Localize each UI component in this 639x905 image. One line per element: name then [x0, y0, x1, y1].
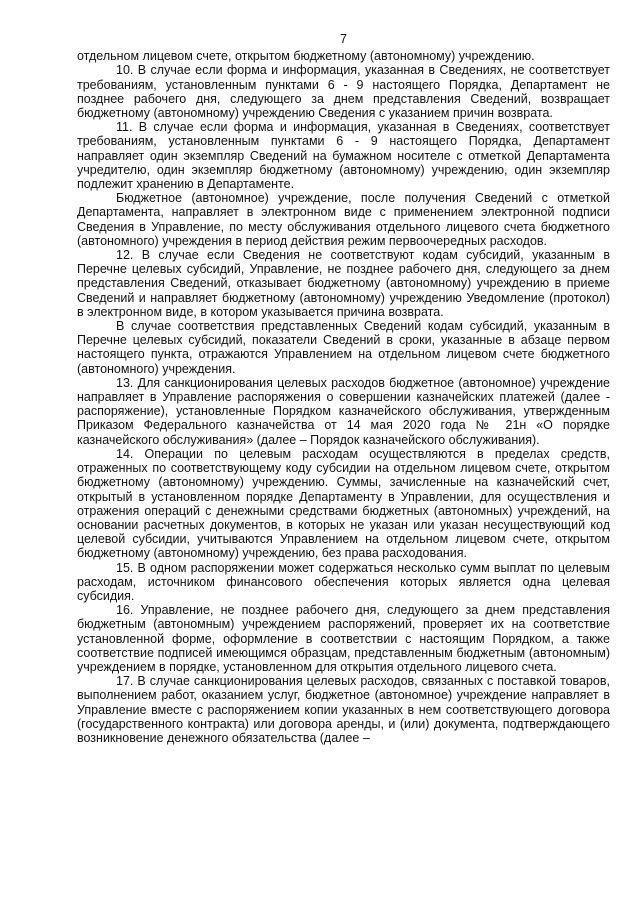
paragraph: 11. В случае если форма и информация, указанная в Сведениях, соответствует требованиям, установленным пунктами 6 - 9 настоящего Порядка, Департамент направляет один экземпляр Сведений на бумажном носителе с отметкой Департамента учредителю, один экземпляр бюджетному (автономному) учреждению, один экземпляр подлежит хранению в Департаменте. — [77, 120, 610, 192]
paragraph: 16. Управление, не позднее рабочего дня, следующего за днем представления бюджетным (автономным) учреждением распоряжений, проверяет их на соответствие установленной форме, оформление в соответствии с настоящим Порядком, а также соответствие подписей имеющимся образцам, представленным бюджетным (автономным) учреждением в порядке, установленном для открытия отдельного лицевого счета. — [77, 603, 610, 674]
paragraph: 12. В случае если Сведения не соответствуют кодам субсидий, указанным в Перечне целевых субсидий, Управление, не позднее рабочего дня, следующего за днем представления Сведений, отказывает бюджетному (автономному) учреждению в приеме Сведений и направляет бюджетному (автономному) учреждению Уведомление (протокол) в электронном виде, в котором указывается причина возврата. — [77, 248, 610, 319]
page-number: 7 — [340, 32, 347, 46]
paragraph: 10. В случае если форма и информация, указанная в Сведениях, не соответствует требованиям, установленным пунктами 6 - 9 настоящего Порядка, Департамент не позднее рабочего дня, следующего за днем представления Сведений, возвращает бюджетному (автономному) учреждению Сведения с указанием причин возврата. — [77, 63, 610, 121]
paragraph: 17. В случае санкционирования целевых расходов, связанных с поставкой товаров, выполнением работ, оказанием услуг, бюджетное (автономное) учреждение направляет в Управление вместе с распоряжением копии указанных в нем соответствующего договора (государственного контракта) или договора аренды, и (или) документа, подтверждающего возникновение денежного обязательства (далее – — [77, 674, 610, 745]
paragraph: 14. Операции по целевым расходам осуществляются в пределах средств, отраженных по соответствующему коду субсидии на отдельном лицевом счете, открытом бюджетному (автономному) учреждению. Суммы, зачисленные на казначейский счет, открытый в установленном порядке Департаменту в Управлении, для осуществления и отражения операций с денежными средствами бюджетных (автономных) учреждений, на основании расчетных документов, в которых не указан или указан несуществующий код целевой субсидии, учитываются Управлением на отдельном лицевом счете, открытом бюджетному (автономному) учреждению, без права расходования. — [77, 446, 610, 561]
paragraph: 15. В одном распоряжении может содержаться несколько сумм выплат по целевым расходам, источником финансового обеспечения которых является одна целевая субсидия. — [77, 560, 610, 603]
paragraph: В случае соответствия представленных Сведений кодам субсидий, указанным в Перечне целевых субсидий, показатели Сведений в сроки, указанные в абзаце первом настоящего пункта, отражаются Управлением на отдельном лицевом счете бюджетного (автономного) учреждения. — [77, 319, 610, 376]
document-body — [77, 49, 610, 745]
paragraph: 13. Для санкционирования целевых расходов бюджетное (автономное) учреждение направляет в Управление распоряжения о совершении казначейских платежей (далее - распоряжение), установленные Порядком казначейского обслуживания, утвержденным Приказом Федерального казначейства от 14 мая 2020 года № 21н «О порядке казначейского обслуживания» (далее – Порядок казначейского обслуживания). — [77, 375, 610, 447]
document-page — [77, 32, 610, 745]
paragraph: отдельном лицевом счете, открытом бюджетному (автономному) учреждению. — [77, 49, 535, 64]
paragraph: Бюджетное (автономное) учреждение, после получения Сведений с отметкой Департамента, направляет в электронном виде с применением электронной подписи Сведения в Управление, по месту обслуживания отдельного лицевого счета бюджетного (автономного) учреждения в период действия режим первоочередных расходов. — [77, 191, 610, 248]
